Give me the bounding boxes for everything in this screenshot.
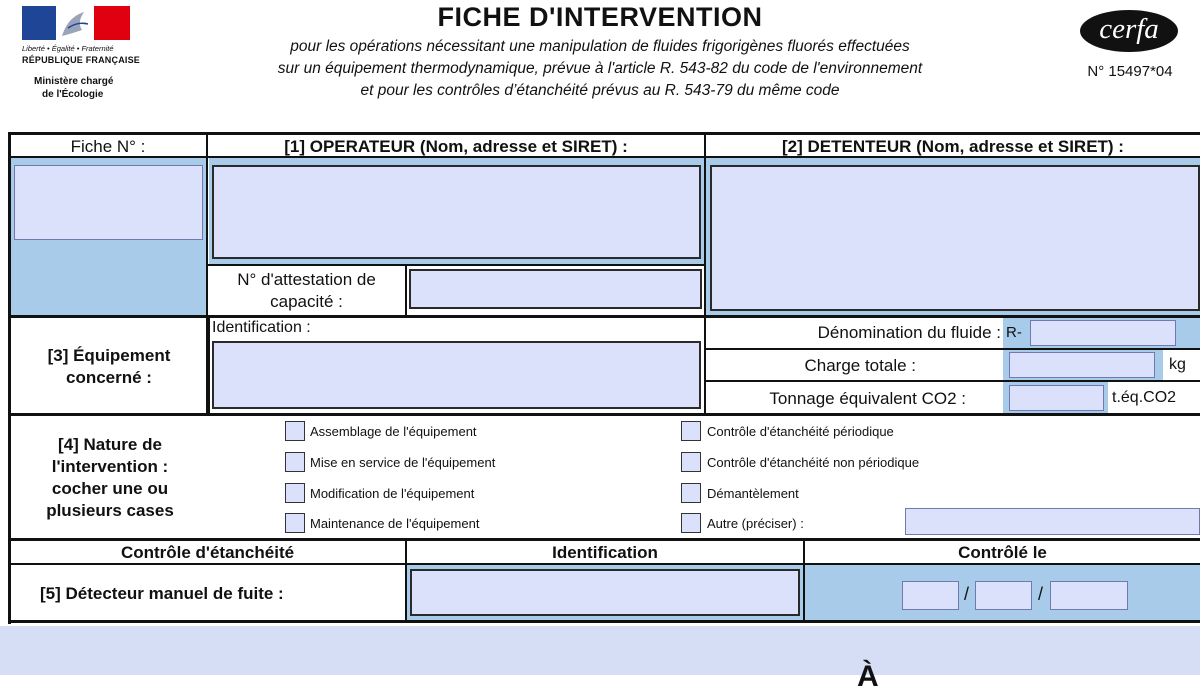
maintenance-checkbox[interactable] xyxy=(285,513,305,533)
equipement-label-line1: [3] Équipement xyxy=(47,346,171,365)
autre-preciser-input[interactable] xyxy=(905,508,1200,535)
assemblage-checkbox[interactable] xyxy=(285,421,305,441)
equipement-identification-input[interactable] xyxy=(212,341,701,409)
date-day-input[interactable] xyxy=(902,581,959,610)
bottom-band xyxy=(0,626,1200,675)
detenteur-header: [2] DETENTEUR (Nom, adresse et SIRET) : xyxy=(782,137,1124,156)
identification-label: Identification : xyxy=(212,319,311,336)
autre-checkbox[interactable] xyxy=(681,513,701,533)
fluide-input[interactable] xyxy=(1030,320,1176,346)
equipement-label-line2: concerné : xyxy=(66,368,152,387)
charge-label: Charge totale : xyxy=(804,356,916,375)
modification-label: Modification de l'équipement xyxy=(310,486,475,501)
autre-label: Autre (préciser) : xyxy=(707,516,804,531)
controle-le-header: Contrôlé le xyxy=(958,543,1047,562)
page-title: FICHE D'INTERVENTION xyxy=(437,2,763,32)
marianne-republic: RÉPUBLIQUE FRANÇAISE xyxy=(22,55,141,65)
charge-input[interactable] xyxy=(1009,352,1155,378)
detecteur-label: [5] Détecteur manuel de fuite : xyxy=(40,584,284,603)
modification-checkbox[interactable] xyxy=(285,483,305,503)
operateur-header: [1] OPERATEUR (Nom, adresse et SIRET) : xyxy=(284,137,628,156)
attestation-label-line2: capacité : xyxy=(270,292,343,311)
subtitle-line2: sur un équipement thermodynamique, prévue à l'article R. 543-82 du code de l'environnement xyxy=(277,60,923,77)
marianne-flag-icon xyxy=(22,6,130,42)
controle-header: Contrôle d'étanchéité xyxy=(120,543,295,562)
subtitle-line1: pour les opérations nécessitant une manipulation de fluides frigorigènes fluorés effectuées xyxy=(290,38,910,55)
marianne-motto: Liberté • Égalité • Fraternité xyxy=(22,44,114,53)
mise-en-service-checkbox[interactable] xyxy=(285,452,305,472)
cerfa-logo-text: cerfa xyxy=(1099,13,1159,45)
nature-label-line4: plusieurs cases xyxy=(46,501,174,520)
bottom-glyph: À xyxy=(857,660,879,693)
attestation-input[interactable] xyxy=(409,269,702,309)
controle-non-periodique-label: Contrôle d'étanchéité non périodique xyxy=(707,455,920,470)
ministry-line2: de l'Écologie xyxy=(42,89,104,100)
controle-non-periodique-checkbox[interactable] xyxy=(681,452,701,472)
date-separator-1: / xyxy=(964,584,970,604)
detenteur-input[interactable] xyxy=(710,165,1200,311)
attestation-label-line1: N° d'attestation de xyxy=(237,270,376,289)
identification-header: Identification xyxy=(552,543,658,562)
fiche-number-label: Fiche N° : xyxy=(70,137,146,156)
nature-label-line2: l'intervention : xyxy=(51,457,169,476)
date-month-input[interactable] xyxy=(975,581,1032,610)
ministry-line1: Ministère chargé xyxy=(34,76,114,87)
controle-periodique-checkbox[interactable] xyxy=(681,421,701,441)
cerfa-number: N° 15497*04 xyxy=(1087,63,1173,80)
date-separator-2: / xyxy=(1038,584,1044,604)
nature-label-line1: [4] Nature de xyxy=(58,435,162,454)
tonnage-label: Tonnage équivalent CO2 : xyxy=(769,389,966,408)
mise-en-service-label: Mise en service de l'équipement xyxy=(310,455,496,470)
assemblage-label: Assemblage de l'équipement xyxy=(310,424,477,439)
tonnage-input[interactable] xyxy=(1009,385,1104,411)
date-year-input[interactable] xyxy=(1050,581,1128,610)
demantelement-checkbox[interactable] xyxy=(681,483,701,503)
marianne-logo xyxy=(22,6,141,106)
tonnage-unit: t.éq.CO2 xyxy=(1112,389,1177,406)
charge-unit: kg xyxy=(1169,356,1186,373)
nature-label-line3: cocher une ou xyxy=(51,479,169,498)
subtitle-line3: et pour les contrôles d’étanchéité prévus au R. 543-79 du même code xyxy=(360,82,840,99)
fluide-prefix: R- xyxy=(1006,324,1022,341)
maintenance-label: Maintenance de l'équipement xyxy=(310,516,480,531)
detecteur-identification-input[interactable] xyxy=(410,569,800,616)
operateur-input[interactable] xyxy=(212,165,701,259)
fluide-label: Dénomination du fluide : xyxy=(817,323,1001,342)
controle-periodique-label: Contrôle d'étanchéité périodique xyxy=(707,424,894,439)
fiche-number-input[interactable] xyxy=(14,165,203,240)
demantelement-label: Démantèlement xyxy=(707,486,799,501)
